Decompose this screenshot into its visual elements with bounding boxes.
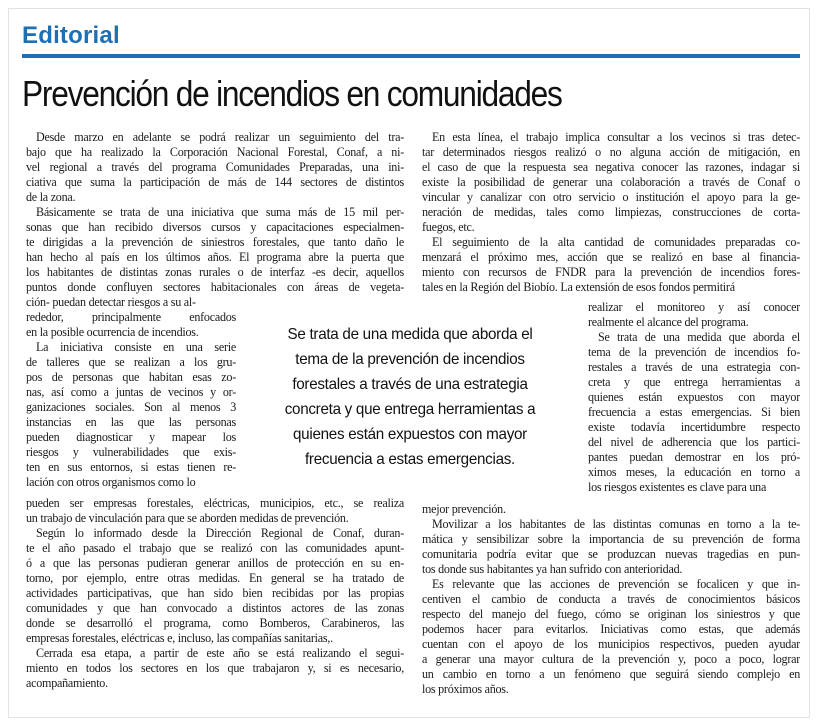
column-left-bottom <box>26 496 404 691</box>
text-line: miento en todos los sectores en los que trabajaron y, si es necesario, <box>26 661 404 675</box>
column-right-bottom <box>422 502 800 697</box>
text-line: comunidades y que han convocado a distintos actores de las zonas <box>26 601 404 615</box>
text-line: En esta línea, el trabajo implica consultar a los vecinos si tras detec- <box>432 130 800 144</box>
text-line: podemos hacer para evitarlos. Iniciativas como estas, que además <box>422 622 800 636</box>
pull-quote-line: concreta y que entrega herramientas a <box>284 401 536 418</box>
column-left-middle <box>26 310 236 490</box>
text-line: ten en sus entornos, si estas tienen re- <box>26 460 236 474</box>
text-line: los riesgos existentes es clave para una <box>588 480 767 494</box>
text-line: respecto del manejo del fuego, cómo se originan los siniestros y que <box>422 607 800 621</box>
text-line: instancias en las que las personas <box>26 415 236 429</box>
text-line: de la zona. <box>26 190 76 204</box>
text-line: menzará el próximo mes, acción que se realizó en base al financia- <box>422 250 800 264</box>
column-right-middle <box>588 300 800 495</box>
text-line: fuegos, etc. <box>422 220 475 234</box>
text-line: tales en la Región del Biobío. La extensión de esos fondos permitirá <box>422 280 735 294</box>
text-line: Es relevante que las acciones de prevención se focalicen y que in- <box>432 577 800 591</box>
text-line: han hecho al país en los últimos años. El programa abre la puerta que <box>26 250 404 264</box>
text-line: nas, así como a juntas de vecinos y or- <box>26 385 236 399</box>
pull-quote-line: tema de la prevención de incendios <box>295 351 525 368</box>
text-line: rededor, principalmente enfocados <box>26 310 236 324</box>
text-line: Básicamente se trata de una iniciativa que suma más de 15 mil per- <box>36 205 404 219</box>
text-line: existe todavía incertidumbre respecto <box>588 420 800 434</box>
text-line: empresas forestales, eléctricas e, incluso, las compañías sanitarias,. <box>26 631 333 645</box>
text-line: te el año pasado el trabajo que se realizó con las comunidades apunt- <box>26 541 404 555</box>
text-line: el caso de que la respuesta sea negativa conocer las razones, indagar si <box>422 160 800 174</box>
text-line: vel regional a través del programa Comunidades Preparadas, una ini- <box>26 160 404 174</box>
text-line: Cerrada esa etapa, a partir de este año se está realizando el segui- <box>36 646 404 660</box>
text-line: comunitaria podría evitar que se produzcan nuevas tragedias en pun- <box>422 547 800 561</box>
text-line: mejor prevención. <box>422 502 506 516</box>
text-line: acompañamiento. <box>26 676 108 690</box>
pull-quote-line: forestales a través de una estrategia <box>292 376 528 393</box>
text-line: restales a través de una estrategia con- <box>588 360 800 374</box>
text-line: La iniciativa consiste en una serie <box>36 340 236 354</box>
text-line: neración de medidas, tales como limpiezas, construcciones de corta- <box>422 205 800 219</box>
column-left-top <box>26 130 404 310</box>
text-line: El seguimiento de la alta cantidad de comunidades preparadas co- <box>432 235 800 249</box>
text-line: frecuencia a estas emergencias. Si bien <box>588 405 800 419</box>
column-right-top <box>422 130 800 295</box>
text-line: ó a que las personas pudieran generar anillos de protección en su en- <box>26 556 404 570</box>
text-line: del nivel de adherencia que los partici- <box>588 435 800 449</box>
text-line: Según lo informado desde la Dirección Regional de Conaf, duran- <box>36 526 404 540</box>
text-line: tar determinados riesgos realizó o no alguna acción de mitigación, en <box>422 145 800 159</box>
text-line: los habitantes de distintas zonas rurales o de interfaz -es decir, aquellos <box>26 265 404 279</box>
article-headline: Prevención de incendios en comunidades <box>22 73 562 114</box>
text-line: tos donde sus habitantes ya han sufrido con anterioridad. <box>422 562 683 576</box>
text-line: puntos donde confluyen sectores habitacionales con áreas de vegeta- <box>26 280 404 294</box>
text-line: torno, por ejemplo, entre otras medidas. En general se ha tratado de <box>26 571 404 585</box>
text-line: en la posible ocurrencia de incendios. <box>26 325 199 339</box>
text-line: de talleres que se realizan a los gru- <box>26 355 236 369</box>
pull-quote <box>254 322 566 472</box>
text-line: existe la posibilidad de generar una colaboración a través de Conaf o <box>422 175 800 189</box>
text-line: donde se desarrolló el programa, como Bomberos, Carabineros, las <box>26 616 404 630</box>
text-line: un trabajo de vinculación para que se aborden medidas de prevención. <box>26 511 349 525</box>
pull-quote-line: quienes están expuestos con mayor <box>293 426 527 443</box>
text-line: ganizaciones sociales. Son al menos 3 <box>26 400 236 414</box>
pull-quote-line: Se trata de una medida que aborda el <box>287 326 533 343</box>
text-line: miento con recursos de FNDR para la prevención de incendios fores- <box>422 265 800 279</box>
section-divider <box>22 54 800 58</box>
section-label: Editorial <box>22 22 120 49</box>
text-line: ximos meses, la educación en torno a <box>588 465 800 479</box>
text-line: Movilizar a los habitantes de las distintas comunas en torno a la te- <box>432 517 800 531</box>
text-line: un cambio en torno a un fenómeno que seguirá siendo complejo en <box>422 667 800 681</box>
text-line: sonas que han recibido diversos cursos y capacitaciones especialmen- <box>26 220 404 234</box>
text-line: pueden ser empresas forestales, eléctricas, municipios, etc., se realiza <box>26 496 404 510</box>
text-line: a generar una mayor cultura de la prevención y, poco a poco, lograr <box>422 652 800 666</box>
text-line: te dirigidas a la prevención de siniestros forestales, que tanto daño le <box>26 235 404 249</box>
text-line: vincular y canalizar con otro servicio o institución el apoyo para la ge- <box>422 190 800 204</box>
text-line: ción- puedan detectar riesgos a su al- <box>26 295 196 309</box>
pull-quote-line: frecuencia a estas emergencias. <box>304 451 515 468</box>
text-line: Desde marzo en adelante se podrá realizar un seguimiento del tra- <box>36 130 404 144</box>
text-line: riesgos y vulnerabilidades que exis- <box>26 445 236 459</box>
text-line: realizar el monitoreo y así conocer <box>588 300 800 314</box>
text-line: Se trata de una medida que aborda el <box>598 330 800 344</box>
text-line: centiven el cambio de conducta a través de conocimientos básicos <box>422 592 800 606</box>
text-line: lación con otros organismos como lo <box>26 475 196 489</box>
text-line: actividades participativas, que han sido bien recibidas por las propias <box>26 586 404 600</box>
text-line: mática y sensibilizar sobre la importancia de su prevención de forma <box>422 532 800 546</box>
text-line: pos de personas que habitan esas zo- <box>26 370 236 384</box>
text-line: quienes están expuestos con mayor <box>588 390 800 404</box>
text-line: tema de la prevención de incendios fo- <box>588 345 800 359</box>
text-line: cuentan con el apoyo de los municipios respectivos, pueden ayudar <box>422 637 800 651</box>
text-line: los próximos años. <box>422 682 509 696</box>
text-line: pueden diagnosticar y mapear los <box>26 430 236 444</box>
text-line: pantes puedan demostrar en los pró- <box>588 450 800 464</box>
text-line: bajo que ha realizado la Corporación Nacional Forestal, Conaf, a ni- <box>26 145 404 159</box>
text-line: ciativa que suma la participación de más de 144 sectores de distintos <box>26 175 404 189</box>
text-line: realmente el alcance del programa. <box>588 315 749 329</box>
text-line: creta y que entrega herramientas a <box>588 375 800 389</box>
